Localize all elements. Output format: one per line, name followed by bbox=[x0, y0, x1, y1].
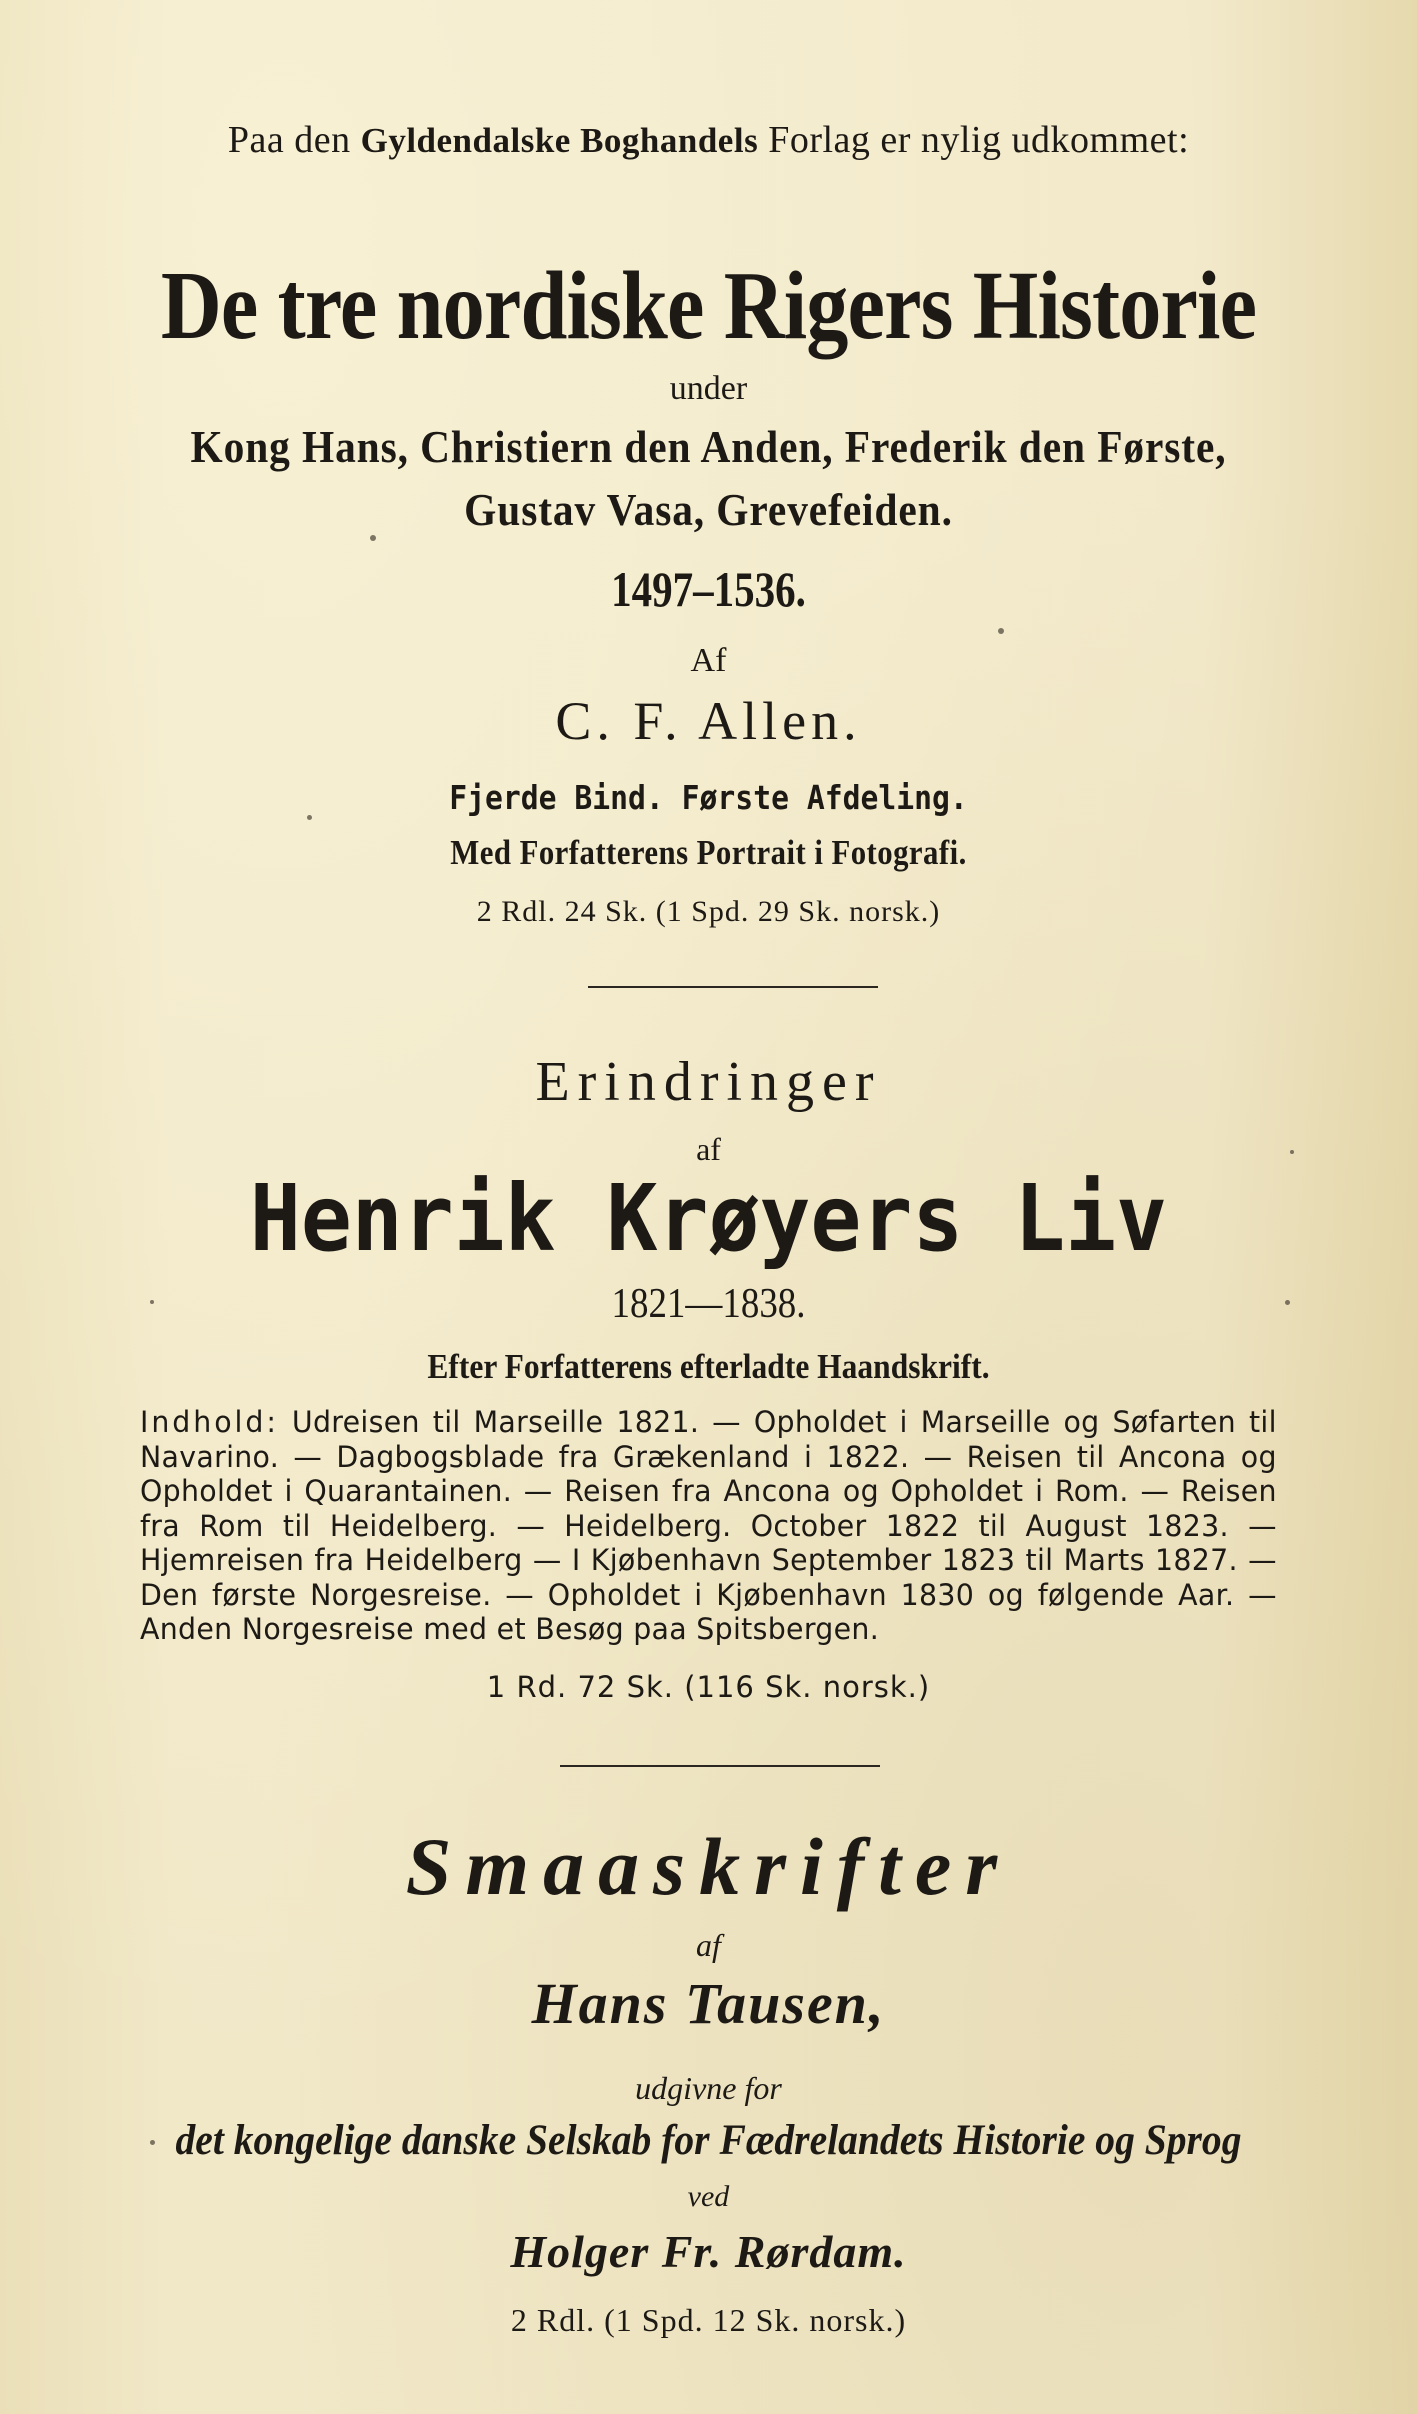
book1-af: Af bbox=[690, 642, 727, 679]
book3-ved: ved bbox=[687, 2180, 730, 2213]
section-divider bbox=[588, 986, 878, 988]
book3-udgivne: udgivne for bbox=[635, 2070, 782, 2106]
contents-text: Udreisen til Marseille 1821. — Opholdet i Marseille og Søfarten til Navarino. — Dagbogsblade fra Grækenland i 1822. — Reisen til Ancona og Opholdet i Quarantainen. — Reisen fra Ancona og Opholdet i Rom. — Reisen fra Rom til Heidelberg. — Heidelberg. October 1822 til August 1823. — Hjemreisen fra Heidelberg — I Kjøbenhavn September 1823 til Marts 1827. — Den første Norgesreise. — Opholdet i Kjøbenhavn 1830 og følgende Aar. — Anden Norgesreise med et Besøg paa Spitsbergen. bbox=[140, 1405, 1277, 1646]
book1-kings-line1: Kong Hans, Christiern den Anden, Frederik den Første, bbox=[190, 421, 1227, 472]
paper-speck bbox=[150, 1300, 154, 1304]
book1-price: 2 Rdl. 24 Sk. (1 Spd. 29 Sk. norsk.) bbox=[476, 895, 941, 928]
book3-editor: Holger Fr. Rørdam. bbox=[510, 2226, 907, 2277]
book2-subtitle: Efter Forfatterens efterladte Haandskrift. bbox=[427, 1347, 990, 1386]
book2-title-main: Henrik Krøyers Liv bbox=[249, 1165, 1168, 1272]
publisher-name: Gyldendalske Boghandels bbox=[360, 121, 759, 160]
publisher-announcement bbox=[0, 118, 1417, 162]
paper-speck bbox=[150, 2140, 155, 2145]
paper-speck bbox=[998, 628, 1004, 634]
book3-price: 2 Rdl. (1 Spd. 12 Sk. norsk.) bbox=[510, 2302, 907, 2338]
section-divider bbox=[560, 1765, 880, 1767]
book2-title-top: Erindringer bbox=[535, 1051, 882, 1113]
contents-label: Indhold: bbox=[140, 1405, 279, 1439]
announcement-text-before: Paa den bbox=[227, 119, 361, 161]
book2-contents bbox=[140, 1405, 1277, 1647]
book1-volume: Fjerde Bind. Første Afdeling. bbox=[449, 778, 968, 817]
book2-af: af bbox=[696, 1131, 721, 1167]
book2-price: 1 Rd. 72 Sk. (116 Sk. norsk.) bbox=[486, 1670, 931, 1704]
book3-author: Hans Tausen, bbox=[531, 1971, 886, 2036]
book1-title: De tre nordiske Rigers Historie bbox=[160, 252, 1257, 360]
paper-speck bbox=[1285, 1300, 1290, 1305]
book1-author: C. F. Allen. bbox=[555, 691, 862, 751]
announcement-text-after: Forlag er nylig udkommet: bbox=[758, 119, 1190, 161]
paper-speck bbox=[1290, 1150, 1294, 1154]
book3-society: det kongelige danske Selskab for Fædrelandets Historie og Sprog bbox=[175, 2117, 1242, 2164]
book1-under: under bbox=[669, 370, 748, 407]
book1-portrait-note: Med Forfatterens Portrait i Fotografi. bbox=[450, 833, 967, 872]
paper-speck bbox=[370, 535, 376, 541]
book1-kings-line2: Gustav Vasa, Grevefeiden. bbox=[464, 484, 953, 535]
book3-title: Smaaskrifter bbox=[405, 1821, 1012, 1912]
book3-af: af bbox=[696, 1927, 721, 1963]
book1-years: 1497–1536. bbox=[611, 561, 806, 617]
paper-speck bbox=[307, 815, 312, 820]
book2-years: 1821—1838. bbox=[611, 1281, 806, 1327]
